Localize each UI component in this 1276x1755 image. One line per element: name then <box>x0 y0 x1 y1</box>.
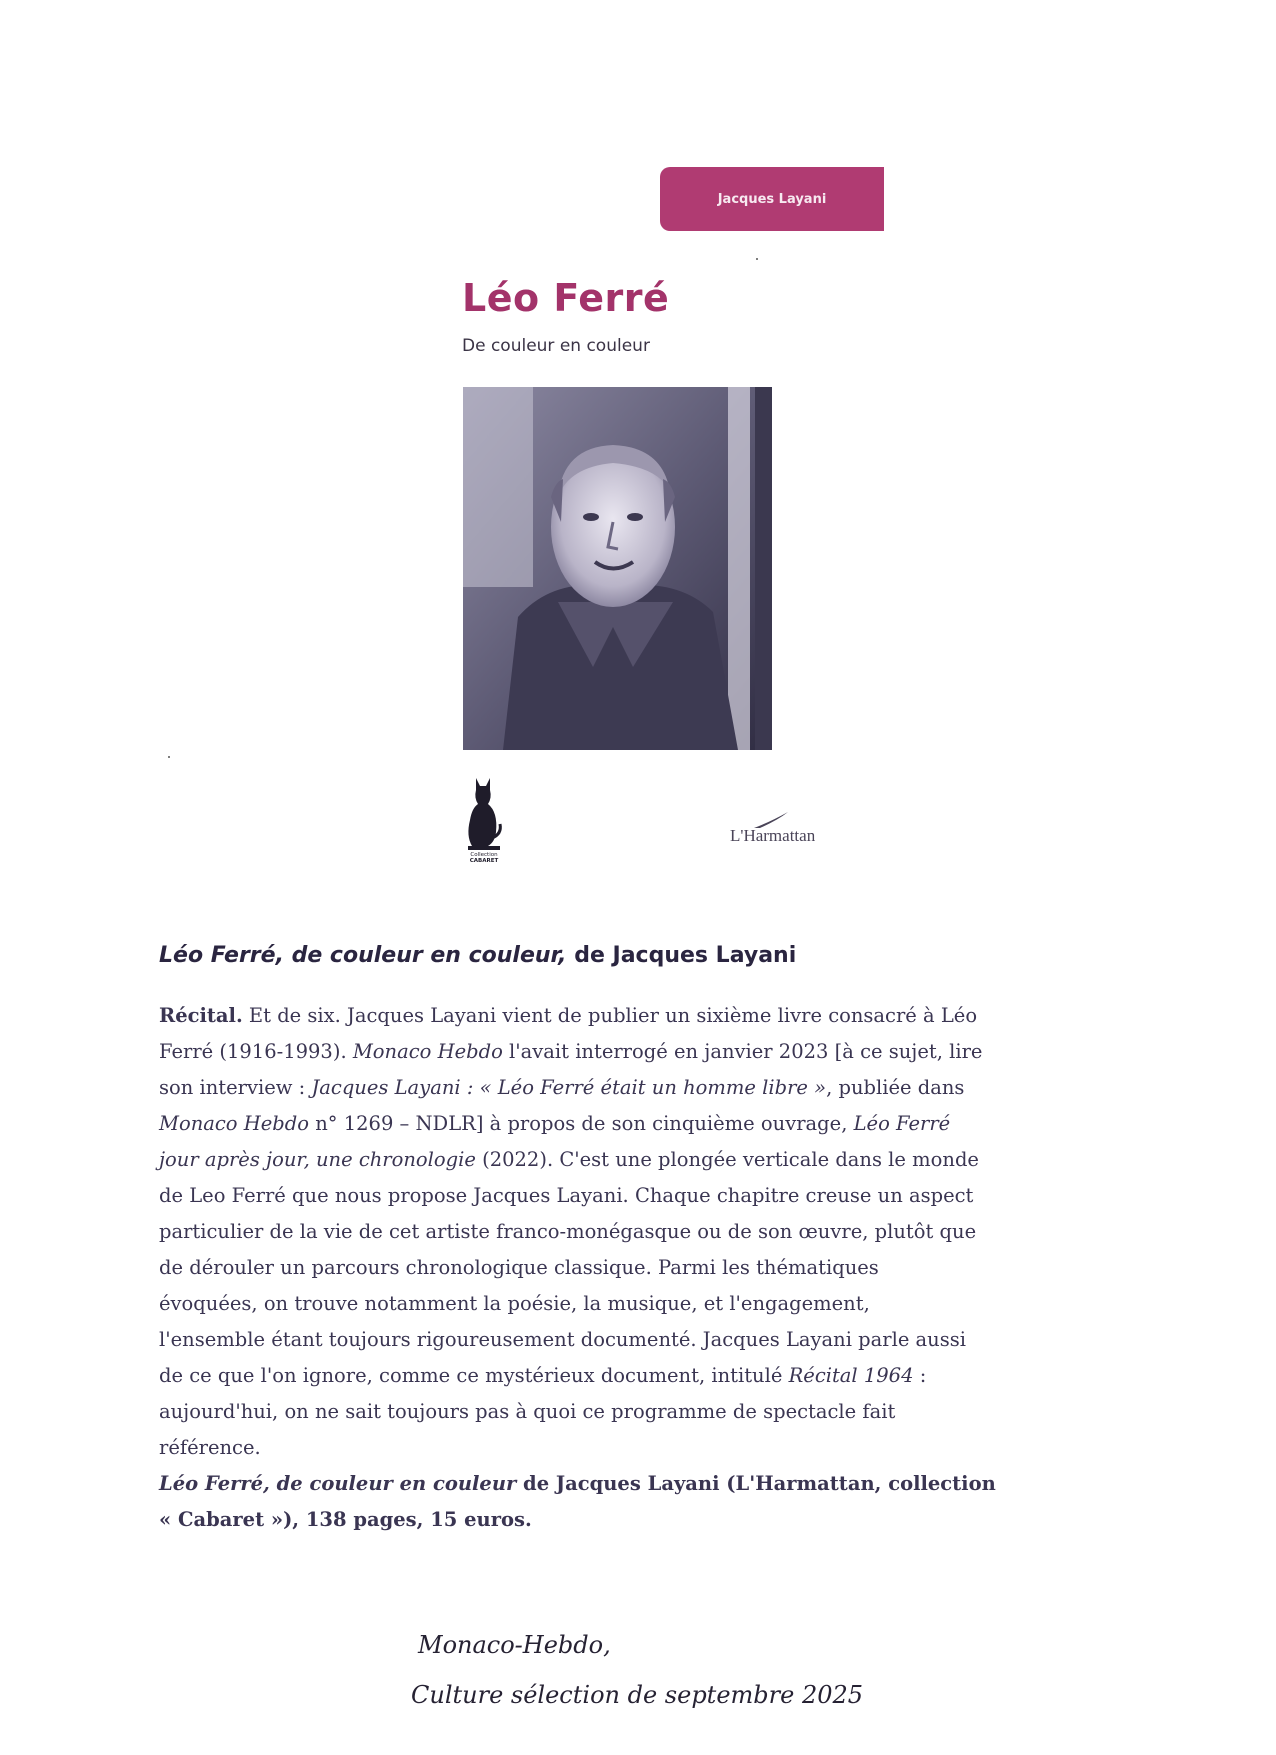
article-body <box>159 998 1064 1538</box>
book-subtitle: De couleur en couleur <box>462 336 650 356</box>
quill-icon <box>752 810 792 830</box>
article-line: jour après jour, une chronologie (2022). C'est une plongée verticale dans le monde <box>159 1148 979 1171</box>
article-line: aujourd'hui, on ne sait toujours pas à quoi ce programme de spectacle fait <box>159 1400 896 1423</box>
article-headline <box>159 943 796 968</box>
article-line: son interview : Jacques Layani : « Léo Ferré était un homme libre », publiée dans <box>159 1076 965 1099</box>
headline-author: de Jacques Layani <box>566 943 797 968</box>
publisher-logo <box>730 826 815 846</box>
article-line: Ferré (1916-1993). Monaco Hebdo l'avait interrogé en janvier 2023 [à ce sujet, lire <box>159 1040 983 1063</box>
portrait-image <box>463 387 772 750</box>
svg-text:Collection: Collection <box>470 852 498 858</box>
article-line: de Leo Ferré que nous propose Jacques Layani. Chaque chapitre creuse un aspect <box>159 1184 974 1207</box>
article-line: évoquées, on trouve notamment la poésie, la musique, et l'engagement, <box>159 1292 870 1315</box>
handwritten-line: Culture sélection de septembre 2025 <box>411 1681 864 1709</box>
handwritten-line: Monaco-Hebdo, <box>418 1631 611 1659</box>
cover-photo <box>463 387 772 750</box>
black-cat-icon <box>462 776 506 866</box>
article-line: particulier de la vie de cet artiste franco-monégasque ou de son œuvre, plutôt que <box>159 1220 977 1243</box>
article-footer-line: Léo Ferré, de couleur en couleur de Jacques Layani (L'Harmattan, collection <box>159 1472 996 1495</box>
author-name: Jacques Layani <box>717 191 827 207</box>
article-line: référence. <box>159 1436 261 1459</box>
article-line: Monaco Hebdo n° 1269 – NDLR] à propos de son cinquième ouvrage, Léo Ferré <box>159 1112 951 1135</box>
author-band <box>660 167 884 231</box>
headline-title: Léo Ferré, de couleur en couleur, <box>159 943 567 968</box>
article-line: Récital. Et de six. Jacques Layani vient de publier un sixième livre consacré à Léo <box>159 1004 978 1027</box>
article-line: l'ensemble étant toujours rigoureusement documenté. Jacques Layani parle aussi <box>159 1328 966 1351</box>
collection-cabaret-logo <box>462 776 506 866</box>
handwritten-note <box>411 1620 864 1720</box>
scan-speck <box>168 756 170 758</box>
book-title: Léo Ferré <box>462 276 670 320</box>
publisher-name: L'Harmattan <box>730 826 816 845</box>
article-line: de ce que l'on ignore, comme ce mystérieux document, intitulé Récital 1964 : <box>159 1364 927 1387</box>
svg-text:CABARET: CABARET <box>469 858 499 864</box>
article-lead: Récital. <box>159 1004 243 1027</box>
scan-speck <box>756 258 758 260</box>
article-footer-line: « Cabaret »), 138 pages, 15 euros. <box>159 1508 532 1531</box>
article-line: de dérouler un parcours chronologique classique. Parmi les thématiques <box>159 1256 879 1279</box>
